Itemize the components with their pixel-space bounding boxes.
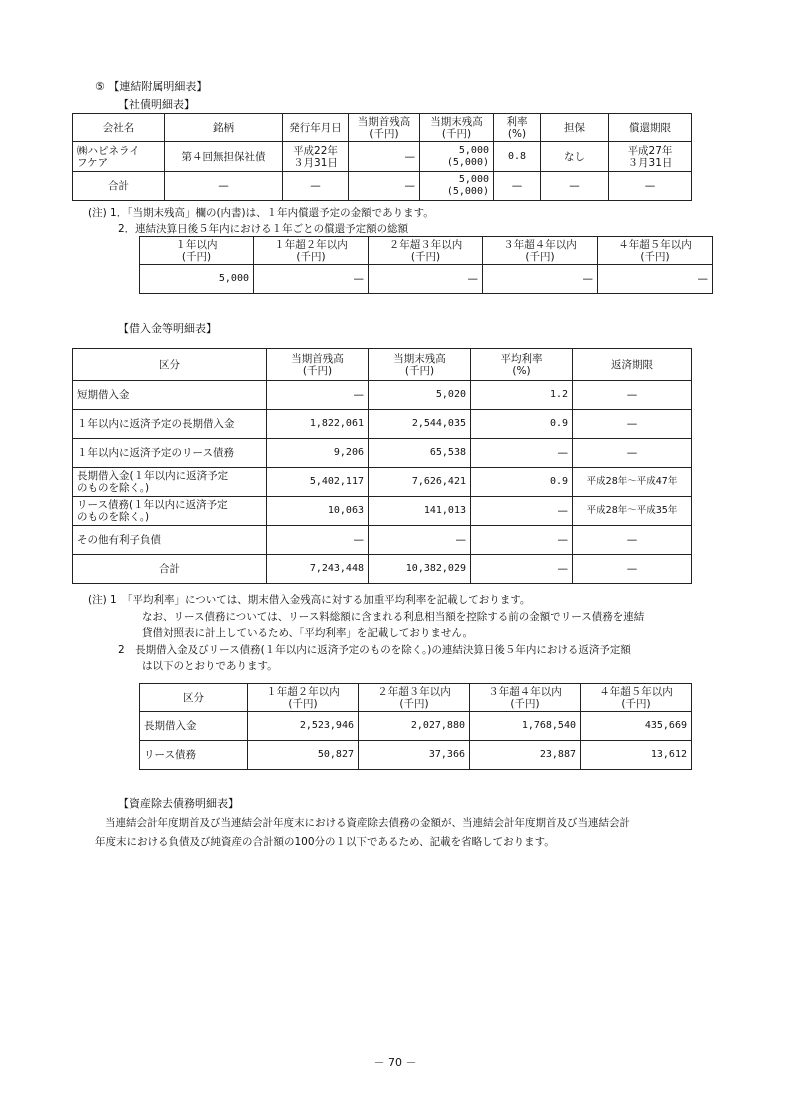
loans-header-due: 返済期限	[573, 349, 692, 381]
loans-note-1c: 貸借対照表に計上しているため、「平均利率」を記載しておりません。	[142, 627, 473, 639]
bonds-end-l2: (5,000)	[446, 156, 489, 168]
loans-row-end: 7,626,421	[369, 468, 471, 497]
loans-header-end	[369, 349, 471, 381]
bonds-schedule-h5-unit: (千円)	[640, 250, 670, 263]
loans-total-due: —	[573, 555, 692, 584]
loans-schedule-h4-unit: (千円)	[621, 697, 651, 710]
loans-schedule-value: 23,887	[470, 741, 581, 770]
loans-schedule-value: 13,612	[581, 741, 692, 770]
loans-schedule-label: 長期借入金	[140, 712, 248, 741]
bonds-total-date: —	[283, 172, 349, 201]
loans-row-label-l2: のものを除く。)	[77, 511, 150, 523]
loans-schedule-value: 435,669	[581, 712, 692, 741]
loans-schedule-header-row	[140, 684, 692, 712]
loans-schedule-header-category: 区分	[140, 684, 248, 712]
loans-header-category: 区分	[73, 349, 267, 381]
bonds-header-issue: 銘柄	[165, 114, 283, 142]
table-row	[140, 741, 692, 770]
bonds-total-begin: —	[349, 172, 420, 201]
loans-row-begin: 1,822,061	[267, 410, 369, 439]
aro-text-line1: 当連結会計年度期首及び当連結会計年度末における資産除去債務の金額が、当連結会計年度期首及び当連結会計	[105, 817, 630, 829]
loans-header-row	[73, 349, 692, 381]
bonds-date	[283, 142, 349, 172]
loans-schedule-header	[359, 684, 470, 712]
aro-text-line2: 年度末における負債及び純資産の合計額の100分の１以下であるため、記載を省略しております。	[95, 836, 555, 848]
bonds-header-end-label: 当期末残高	[430, 115, 483, 128]
loans-note-2b: は以下のとおりであります。	[142, 660, 278, 672]
bonds-end	[420, 142, 494, 172]
table-row	[73, 497, 692, 526]
aro-title: 【資産除去債務明細表】	[118, 797, 239, 810]
bonds-table	[72, 113, 692, 201]
loans-schedule-value: 2,027,880	[359, 712, 470, 741]
bonds-schedule-h4: ３年超４年以内	[503, 238, 577, 251]
bonds-schedule-h3: ２年超３年以内	[388, 238, 463, 251]
loans-header-end-unit: (千円)	[404, 364, 435, 377]
bonds-company	[73, 142, 165, 172]
bonds-end-l1: 5,000	[458, 144, 489, 156]
bonds-header-company: 会社名	[73, 114, 165, 142]
loans-row-due: —	[573, 526, 692, 555]
bonds-header-collateral: 担保	[541, 114, 609, 142]
bonds-schedule-table	[139, 236, 713, 294]
bonds-issue: 第４回無担保社債	[165, 142, 283, 172]
bonds-maturity-l2: ３月31日	[627, 156, 673, 169]
loans-schedule-h3: ３年超４年以内	[488, 685, 562, 698]
loans-row-rate: —	[471, 526, 573, 555]
loans-total-begin: 7,243,448	[267, 555, 369, 584]
bonds-schedule-h1-unit: (千円)	[181, 250, 212, 263]
bonds-schedule-header	[369, 237, 483, 265]
loans-row-end: 141,013	[369, 497, 471, 526]
section-title: 【連結附属明細表】	[108, 80, 208, 93]
bonds-maturity	[609, 142, 692, 172]
loans-row-begin: 5,402,117	[267, 468, 369, 497]
loans-row-rate: 1.2	[471, 381, 573, 410]
bonds-header-begin-unit: (千円)	[369, 127, 399, 140]
table-row	[73, 381, 692, 410]
loans-total-label: 合計	[73, 555, 267, 584]
loans-schedule-h2-unit: (千円)	[399, 697, 429, 710]
bonds-header-row	[73, 114, 692, 142]
loans-schedule-header	[248, 684, 359, 712]
bonds-schedule-header	[254, 237, 369, 265]
loans-schedule-header	[581, 684, 692, 712]
bonds-date-l1: 平成22年	[293, 144, 338, 157]
loans-row-due: 平成28年～平成47年	[573, 468, 692, 497]
bonds-header-rate-unit: (%)	[507, 127, 527, 140]
loans-table	[72, 348, 692, 584]
table-row	[140, 712, 692, 741]
loans-row-label-l1: １年以内に返済予定のリース債務	[77, 447, 234, 459]
bonds-total-end-l1: 5,000	[458, 174, 489, 185]
loans-schedule-h4: ４年超５年以内	[599, 685, 673, 698]
loans-header-end-label: 当期末残高	[393, 352, 446, 365]
loans-row-label-l1: 短期借入金	[77, 389, 130, 401]
bonds-date-l2: ３月31日	[293, 156, 338, 169]
loans-row-label	[73, 410, 267, 439]
bonds-total-end	[420, 172, 494, 201]
loans-note-1b: なお、リース債務については、リース料総額に含まれる利息相当額を控除する前の金額でリース債務を連結	[142, 611, 645, 623]
loans-schedule-value: 1,768,540	[470, 712, 581, 741]
loans-row-label	[73, 439, 267, 468]
bonds-schedule-header	[598, 237, 713, 265]
page-number: － 70 －	[373, 1056, 417, 1069]
section-marker: ⑤	[95, 80, 105, 93]
loans-row-label-l1: １年以内に返済予定の長期借入金	[77, 418, 235, 430]
loans-total-rate: —	[471, 555, 573, 584]
bonds-company-l1: ㈱ハピネライ	[77, 144, 140, 157]
bonds-schedule-h2: １年超２年以内	[274, 238, 348, 251]
bonds-title: 【社債明細表】	[118, 98, 195, 111]
bonds-header-rate	[494, 114, 541, 142]
table-row	[73, 468, 692, 497]
loans-header-begin-unit: (千円)	[302, 364, 333, 377]
loans-row-due: 平成28年～平成35年	[573, 497, 692, 526]
bonds-company-l2: フケア	[77, 156, 109, 169]
bonds-rate: 0.8	[494, 142, 541, 172]
loans-row-rate: 0.9	[471, 468, 573, 497]
loans-row-label-l1: その他有利子負債	[77, 534, 161, 546]
bonds-note-1: (注) 1．「当期末残高」欄の(内書)は、１年内償還予定の金額であります。	[88, 207, 434, 219]
bonds-schedule-value: 5,000	[140, 265, 254, 294]
loans-row-due: —	[573, 439, 692, 468]
bonds-row	[73, 142, 692, 172]
bonds-schedule-h5: ４年超５年以内	[618, 238, 692, 251]
bonds-schedule-value: —	[369, 265, 483, 294]
loans-row-rate: 0.9	[471, 410, 573, 439]
bonds-header-end	[420, 114, 494, 142]
bonds-schedule-value: —	[598, 265, 713, 294]
loans-header-rate	[471, 349, 573, 381]
bonds-schedule-header-row	[140, 237, 713, 265]
bonds-total-row	[73, 172, 692, 201]
bonds-maturity-l1: 平成27年	[627, 144, 673, 157]
bonds-collateral: なし	[541, 142, 609, 172]
table-row	[73, 439, 692, 468]
bonds-header-begin-label: 当期首残高	[357, 115, 411, 128]
loans-row-begin: 10,063	[267, 497, 369, 526]
loans-total-end: 10,382,029	[369, 555, 471, 584]
loans-header-rate-label: 平均利率	[500, 352, 543, 365]
bonds-schedule-h3-unit: (千円)	[410, 250, 441, 263]
loans-header-begin	[267, 349, 369, 381]
bonds-total-end-l2: (5,000)	[446, 186, 489, 197]
bonds-schedule-value: —	[254, 265, 369, 294]
loans-row-begin: 9,206	[267, 439, 369, 468]
loans-row-label	[73, 526, 267, 555]
loans-row-label-l2: のものを除く。)	[77, 482, 150, 494]
bonds-total-collateral: —	[541, 172, 609, 201]
loans-schedule-h1: １年超２年以内	[266, 685, 340, 698]
bonds-header-begin	[349, 114, 420, 142]
loans-row-label-l1: 長期借入金(１年以内に返済予定	[77, 470, 229, 482]
loans-row-rate: —	[471, 497, 573, 526]
bonds-schedule-header	[140, 237, 254, 265]
loans-row-label	[73, 381, 267, 410]
loans-schedule-table	[139, 683, 692, 770]
loans-row-label	[73, 468, 267, 497]
bonds-header-date: 発行年月日	[283, 114, 349, 142]
bonds-begin: —	[349, 142, 420, 172]
loans-header-begin-label: 当期首残高	[291, 352, 344, 365]
loans-note-1: (注) 1 「平均利率」については、期末借入金残高に対する加重平均利率を記載しております。	[88, 594, 531, 606]
bonds-header-maturity: 償還期限	[609, 114, 692, 142]
bonds-header-end-unit: (千円)	[441, 127, 472, 140]
section-heading	[95, 78, 207, 94]
loans-row-end: —	[369, 526, 471, 555]
loans-schedule-h2: ２年超３年以内	[377, 685, 451, 698]
loans-row-label	[73, 497, 267, 526]
loans-schedule-label: リース債務	[140, 741, 248, 770]
bonds-schedule-header	[483, 237, 598, 265]
loans-schedule-value: 37,366	[359, 741, 470, 770]
loans-total-row	[73, 555, 692, 584]
loans-row-begin: —	[267, 526, 369, 555]
bonds-schedule-h4-unit: (千円)	[525, 250, 555, 263]
bonds-total-issue: —	[165, 172, 283, 201]
loans-schedule-value: 50,827	[248, 741, 359, 770]
bonds-schedule-h1: １年以内	[175, 238, 218, 251]
loans-header-rate-unit: (%)	[512, 364, 531, 377]
bonds-header-rate-label: 利率	[506, 115, 528, 128]
loans-title: 【借入金等明細表】	[118, 322, 217, 335]
loans-row-due: —	[573, 410, 692, 439]
loans-row-begin: —	[267, 381, 369, 410]
loans-row-end: 2,544,035	[369, 410, 471, 439]
loans-schedule-header	[470, 684, 581, 712]
bonds-total-rate: —	[494, 172, 541, 201]
loans-schedule-h3-unit: (千円)	[510, 697, 540, 710]
bonds-schedule-row	[140, 265, 713, 294]
table-row	[73, 410, 692, 439]
loans-schedule-value: 2,523,946	[248, 712, 359, 741]
loans-note-2: 2 長期借入金及びリース債務(１年以内に返済予定のものを除く。)の連結決算日後５年内における返済予定額	[118, 644, 631, 656]
loans-row-label-l1: リース債務(１年以内に返済予定	[77, 499, 228, 511]
loans-row-end: 65,538	[369, 439, 471, 468]
bonds-schedule-value: —	[483, 265, 598, 294]
bonds-note-2: 2．連結決算日後５年内における１年ごとの償還予定額の総額	[118, 223, 409, 235]
table-row	[73, 526, 692, 555]
bonds-total-maturity: —	[609, 172, 692, 201]
loans-row-end: 5,020	[369, 381, 471, 410]
bonds-schedule-h2-unit: (千円)	[296, 250, 326, 263]
loans-schedule-h1-unit: (千円)	[288, 697, 318, 710]
bonds-total-label: 合計	[73, 172, 165, 201]
loans-row-due: —	[573, 381, 692, 410]
loans-row-rate: —	[471, 439, 573, 468]
